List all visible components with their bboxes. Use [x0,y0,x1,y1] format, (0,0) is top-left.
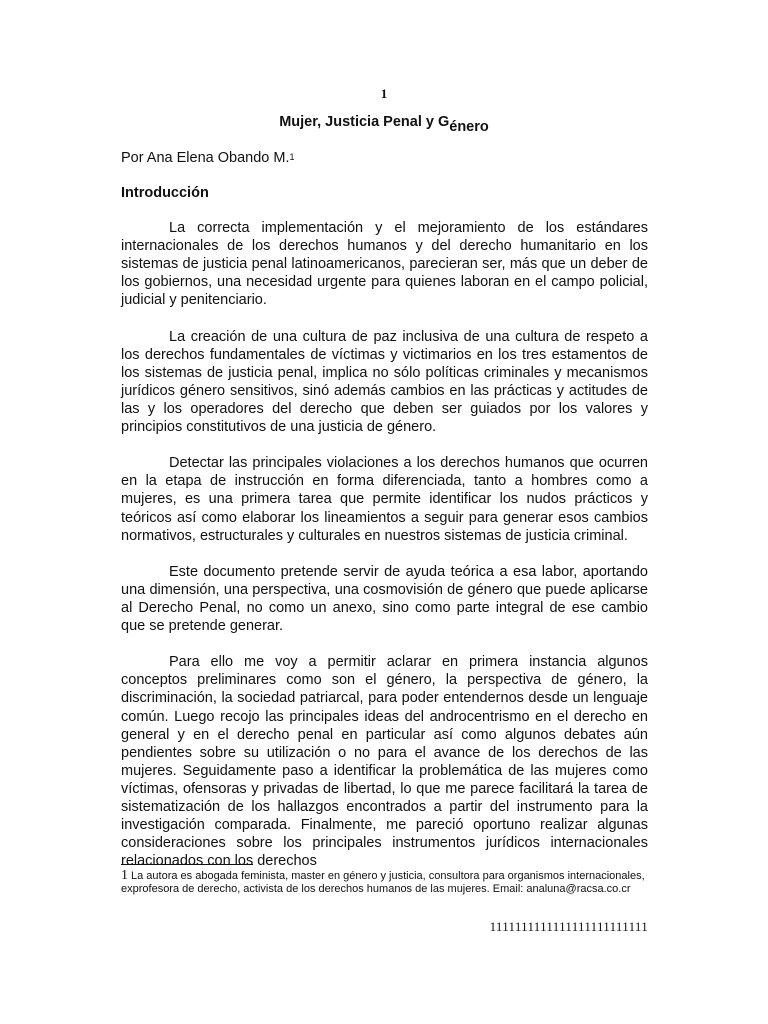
author-name: Por Ana Elena Obando M. [121,150,290,166]
title-subscript: énero [449,119,489,135]
paragraph-3: Detectar las principales violaciones a los derechos humanos que ocurren en la etapa de instrucción en forma diferenciada, tanto a hombres como a mujeres, es una primera tarea que permite identificar los nudos prácticos y teóricos así como elaborar los lineamientos a seguir para generar esos cambios normativos, estructurales y culturales en nuestros sistemas de justicia criminal. [121,455,648,544]
paragraph-1: La correcta implementación y el mejoramiento de los estándares internacionales de los derechos humanos y del derecho humanitario en los sistemas de justicia penal latinoamericanos, parecieran ser, más que un deber de los gobiernos, una necesidad urgente para quienes laboran en el campo policial, judicial y penitenciario. [121,220,648,309]
page-footer: 1111111111111111111111111 [489,919,648,934]
footnote [121,869,648,896]
page-number: 1 [380,86,388,101]
paragraph-5: Para ello me voy a permitir aclarar en primera instancia algunos conceptos preliminares como son el género, la perspectiva de género, la discriminación, la sociedad patriarcal, para poder entendernos desde un lenguaje común. Luego recojo las principales ideas del androcentrismo en el derecho en general y en el derecho penal en particular así como algunos debates aún pendientes sobre su utilización o no para el avance de los derechos de las mujeres. Seguidamente paso a identificar la problemática de las mujeres como víctimas, ofensoras y privadas de libertad, lo que me parece facilitará la tarea de sistematización de los hallazgos encontrados a partir del instrumento para la investigación comparada. Finalmente, me pareció oportuno realizar algunas consideraciones sobre los principales instrumentos jurídicos internacionales relacionados con los derechos [121,654,648,870]
title-main: Mujer, Justicia Penal y G [279,114,450,130]
footnote-mark: 1 [121,868,128,883]
footnote-reference[interactable]: 1 [289,152,295,162]
author-line [121,150,295,166]
footnote-divider [121,864,253,865]
section-heading: Introducción [121,185,209,201]
footnote-text: La autora es abogada feminista, master en género y justicia, consultora para organismos internacionales, exprofesora de derecho, activista de los derechos humanos de las mujeres. Email: analuna@racsa.co.cr [121,870,645,896]
document-body [121,219,648,888]
paragraph-2: La creación de una cultura de paz inclusiva de una cultura de respeto a los derechos fundamentales de víctimas y victimarios en los tres estamentos de los sistemas de justicia penal, implica no sólo políticas criminales y mecanismos jurídicos género sensitivos, sinó además cambios en las prácticas y actitudes de las y los operadores del derecho que deben ser guiados por los valores y principios constitutivos de una justicia de género. [121,328,648,436]
document-title [0,114,768,135]
paragraph-4: Este documento pretende servir de ayuda teórica a esa labor, aportando una dimensión, una perspectiva, una cosmovisión de género que puede aplicarse al Derecho Penal, no como un anexo, sino como parte integral de ese cambio que se pretende generar. [121,563,648,635]
